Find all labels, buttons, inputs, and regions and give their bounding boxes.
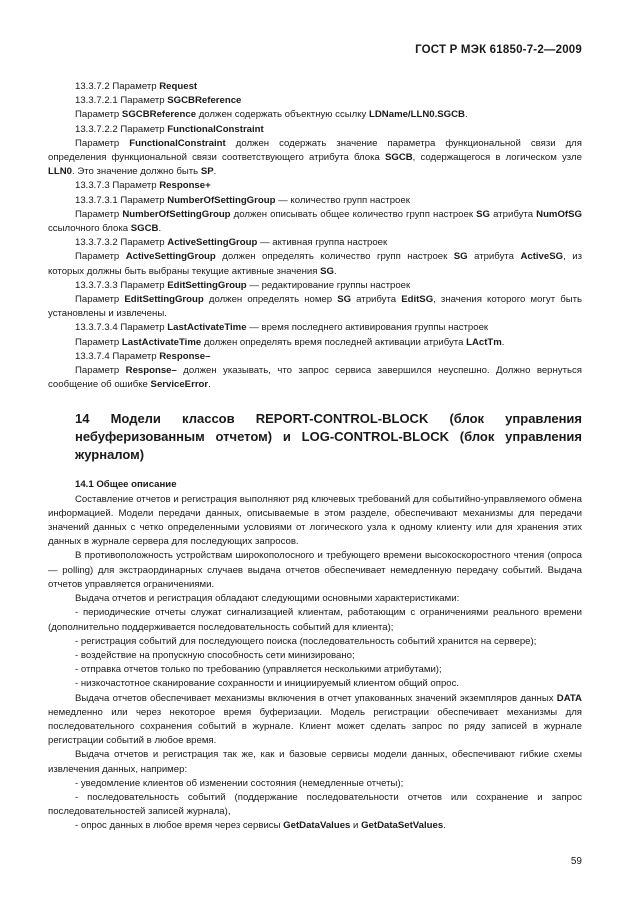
bold-term: NumberOfSettingGroup (167, 194, 276, 206)
bold-term: DATA (556, 692, 582, 704)
text-run: Параметр (75, 294, 125, 306)
bold-term: SG (476, 208, 491, 220)
text-run: Выдача отчетов и регистрация так же, как и базовые сервисы модели данных, обеспечивают гибкие схемы извлечения данных, например: (48, 749, 582, 775)
text-run: 13.3.7.2 Параметр (75, 81, 160, 92)
text-run: должен указывать, что запрос сервиса завершился неуспешно. Должно вернуться сообщение об ошибке (48, 365, 582, 391)
text-run: Параметр (75, 137, 130, 149)
paragraph (48, 549, 582, 592)
text-run: Параметр (75, 336, 122, 348)
text-run: атрибута (467, 251, 521, 263)
text-run: должен содержать объектную ссылку (196, 109, 370, 121)
text-run: . (334, 265, 337, 277)
text-run: Выдача отчетов обеспечивает механизмы включения в отчет упакованных значений экземпляров данных (75, 692, 557, 704)
bold-term: ActiveSettingGroup (167, 237, 258, 249)
bold-term: GetDataValues (283, 820, 351, 832)
paragraph (48, 364, 582, 392)
text-run: - уведомление клиентов об изменении состояния (немедленные отчеты); (75, 777, 404, 789)
text-run: В противоположность устройствам широкополосного и требующего времени высокоскоростного чтения (опроса — polling) для экстраординарных случаев выдача отчетов обеспечивает немедленную передачу событий. Выдача отчетов управляется ограничениями. (48, 550, 582, 590)
paragraph (48, 250, 582, 278)
text-run: ссылочного блока (48, 223, 131, 235)
paragraph (48, 208, 582, 236)
paragraph (48, 80, 582, 94)
paragraph (48, 123, 582, 137)
bold-term: FunctionalConstraint (129, 137, 226, 149)
paragraph (48, 293, 582, 321)
paragraph (48, 493, 582, 550)
text-run: - регистрация событий для последующего поиска (последовательность событий хранится на сервере); (75, 635, 537, 647)
text-run: Параметр (75, 365, 126, 377)
text-run: - низкочастотное сканирование сохранности и инициируемый клиентом общий опрос. (75, 678, 460, 690)
paragraph (48, 336, 582, 350)
bold-term: LActTm (466, 336, 502, 348)
page-number: 59 (570, 856, 582, 867)
bold-term: SG (320, 265, 335, 277)
text-run: - воздействие на пропускную способность сети минизировано; (75, 649, 355, 661)
text-run: . (464, 109, 468, 121)
text-run: 13.3.7.3.4 Параметр (75, 322, 168, 334)
text-run: 13.3.7.2.2 Параметр (75, 123, 168, 135)
text-run: должен определять количество групп настроек (215, 251, 454, 263)
text-run: Параметр (75, 208, 123, 220)
text-run: и (350, 820, 362, 832)
text-run: - последовательность событий (поддержание последовательности отчетов или сохранение и запрос последовательностей записей журнала), (48, 791, 582, 818)
bold-term: EditSettingGroup (124, 294, 204, 306)
text-run: . (208, 379, 211, 391)
text-run: — количество групп настроек (275, 194, 410, 206)
text-run: 13.3.7.3.3 Параметр (75, 279, 168, 291)
text-run: - отправка отчетов только по требованию (управляется несколькими атрибутами); (75, 664, 442, 676)
bold-term: EditSG (401, 294, 434, 306)
bold-term: FunctionalConstraint (167, 123, 264, 135)
subsection-title (48, 478, 582, 492)
text-run: . (501, 336, 505, 348)
paragraph (48, 606, 582, 634)
text-run: , значения которого могут быть установлены и извлечены. (48, 294, 582, 320)
text-run: — время последнего активирования группы настроек (246, 322, 489, 334)
bold-term: Response+ (159, 180, 211, 192)
bold-term: LastActivateTime (167, 322, 247, 334)
bold-term: NumberOfSettingGroup (122, 208, 231, 220)
text-run: , из которых должны быть выбраны текущие активные значения (48, 251, 582, 277)
text-run: . (213, 166, 217, 178)
text-run: атрибута (490, 208, 537, 220)
bold-term: LastActivateTime (121, 336, 202, 348)
paragraph (48, 692, 582, 749)
bold-term: SGCB (384, 152, 413, 164)
text-run: - опрос данных в любое время через сервисы (75, 820, 284, 832)
paragraph (48, 108, 582, 122)
bold-term: ActiveSG (520, 251, 564, 263)
paragraph (48, 777, 582, 791)
paragraph (48, 236, 582, 250)
text-run: 13.3.7.3.1 Параметр (75, 194, 168, 206)
paragraph (48, 179, 582, 193)
paragraph (48, 819, 582, 833)
bold-term: NumOfSG (536, 208, 582, 220)
paragraph (48, 350, 582, 364)
bold-term: LDName/LLN0.SGCB (369, 109, 465, 121)
text-run: 13.3.7.3 Параметр (75, 180, 160, 192)
paragraph (48, 677, 582, 691)
text-run: должен определять номер (203, 294, 338, 306)
text-run: должен определять время последней активации атрибута (201, 336, 467, 348)
paragraph (48, 137, 582, 180)
document-body (48, 80, 582, 834)
text-run: . (158, 223, 162, 235)
standard-header: ГОСТ Р МЭК 61850-7-2—2009 (415, 44, 582, 56)
bold-term: SGCB (130, 223, 159, 235)
text-run: атрибута (351, 294, 402, 306)
text-run: должен содержать значение параметра функциональной связи для определения функциональной связи соответствующего атрибута блока (48, 137, 582, 164)
text-run: 13.3.7.4 Параметр (75, 350, 160, 362)
paragraph (48, 649, 582, 663)
text-run: . (443, 820, 446, 832)
text-run: 13.3.7.3.2 Параметр (75, 237, 168, 249)
text-run: . Это значение должно быть (71, 166, 201, 178)
paragraph (48, 748, 582, 776)
bold-term: Request (159, 81, 198, 92)
text-run: 13.3.7.2.1 Параметр (75, 95, 168, 107)
section-title (48, 410, 582, 464)
text-run: - периодические отчеты служат сигнализацией клиентам, работающим с ограничениями реального времени (дополнительно поддерживается последовательность событий для клиента); (48, 607, 582, 633)
bold-term: SG (337, 294, 352, 306)
paragraph (48, 592, 582, 606)
paragraph (48, 321, 582, 335)
bold-term: ActiveSettingGroup (125, 251, 216, 263)
text-run: Параметр (75, 109, 122, 121)
text-run: , содержащегося в логическом узле (412, 152, 582, 164)
paragraph (48, 663, 582, 677)
paragraph (48, 635, 582, 649)
text-run: — активная группа настроек (257, 237, 388, 249)
text-run: 14 Модели классов REPORT-CONTROL-BLOCK (блок управления небуферизованным отчетом) и LOG-CONTROL-BLOCK (блок управления журналом) (75, 411, 582, 463)
text-run: должен описывать общее количество групп настроек (230, 208, 477, 220)
bold-term: EditSettingGroup (167, 279, 247, 291)
paragraph (48, 94, 582, 108)
bold-term: SGCBReference (121, 109, 197, 121)
bold-term: SG (453, 251, 468, 263)
bold-term: SGCBReference (167, 95, 242, 107)
text-run: — редактирование группы настроек (246, 279, 411, 291)
bold-term: LLN0 (48, 166, 72, 178)
text-run: Составление отчетов и регистрация выполняют ряд ключевых требований для событийно-управляемого обмена информацией. Модели передачи данных, описываемые в этом разделе, обеспечивают механизмы для передачи значений данных с четко определенными условиями от логического узла к одному клиенту или для хранения этих данных в журнале сервера для последующих запросов. (48, 493, 582, 548)
bold-term: GetDataSetValues (361, 820, 444, 832)
text-run: Выдача отчетов и регистрация обладают следующими основными характеристиками: (75, 593, 460, 605)
paragraph (48, 279, 582, 293)
bold-term: SP (200, 166, 214, 178)
paragraph (48, 194, 582, 208)
text-run: Параметр (75, 251, 126, 263)
paragraph (48, 791, 582, 819)
bold-term: Response– (159, 350, 211, 362)
text-run: немедленно или через некоторое время буферизации. Модель регистрации обеспечивает механизмы для последовательного сохранения событий в журнале. Клиент может сделать запрос по ряду записей в журнале регистрации событий в любое время. (48, 706, 582, 747)
bold-term: Response– (125, 365, 177, 377)
text-run: 14.1 Общее описание (75, 479, 177, 491)
bold-term: ServiceError (150, 379, 209, 391)
